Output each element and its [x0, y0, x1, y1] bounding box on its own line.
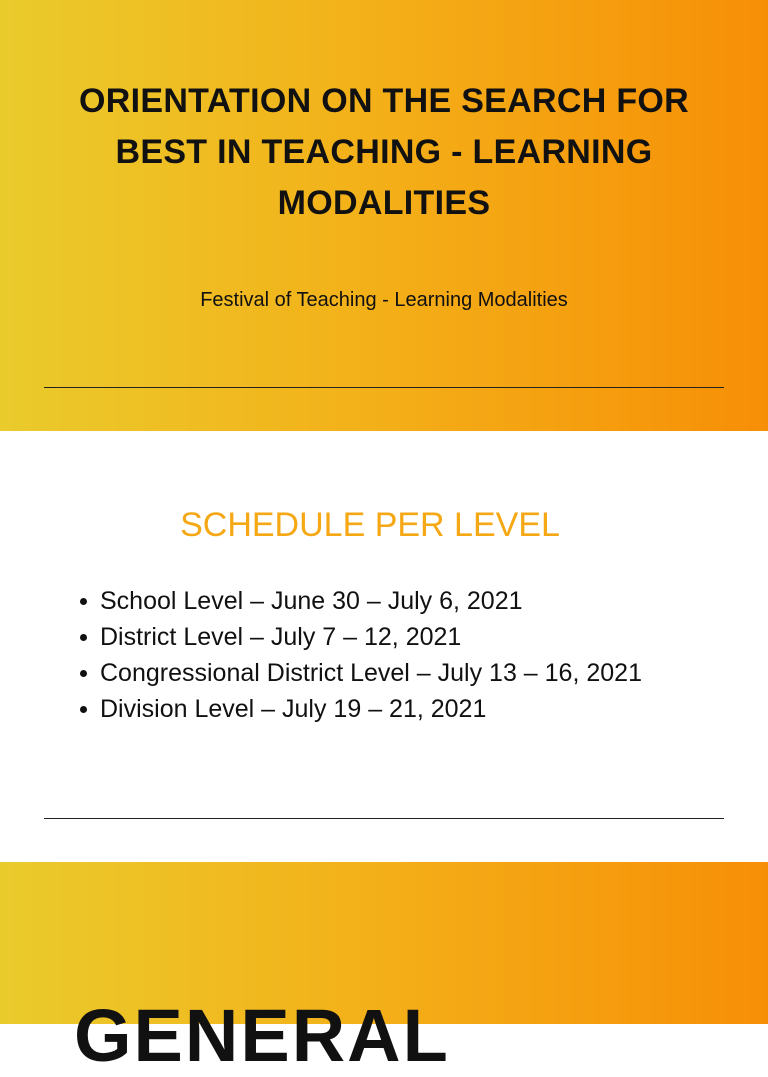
title-slide: [0, 0, 768, 431]
schedule-heading: SCHEDULE PER LEVEL: [180, 506, 560, 544]
schedule-item-text: Congressional District Level – July 13 – 16, 2021: [100, 659, 642, 687]
general-slide: [0, 862, 768, 1077]
bullet-icon: [80, 634, 87, 641]
slide-subtitle: Festival of Teaching - Learning Modalities: [200, 289, 568, 311]
schedule-item-school: [78, 583, 642, 619]
schedule-item-congressional: [78, 655, 642, 691]
schedule-divider: [44, 818, 724, 819]
schedule-item-district: [78, 619, 642, 655]
schedule-item-text: School Level – June 30 – July 6, 2021: [100, 587, 523, 615]
slide-title: ORIENTATION ON THE SEARCH FOR BEST IN TEACHING - LEARNING MODALITIES: [79, 82, 689, 222]
title-divider: [44, 387, 724, 388]
bullet-icon: [80, 598, 87, 605]
bullet-icon: [80, 706, 87, 713]
schedule-item-text: Division Level – July 19 – 21, 2021: [100, 695, 487, 723]
general-heading: GENERAL: [74, 994, 450, 1077]
schedule-item-division: [78, 691, 642, 727]
bullet-icon: [80, 670, 87, 677]
schedule-item-text: District Level – July 7 – 12, 2021: [100, 623, 462, 651]
schedule-list: [78, 583, 642, 727]
schedule-slide: [0, 431, 768, 862]
